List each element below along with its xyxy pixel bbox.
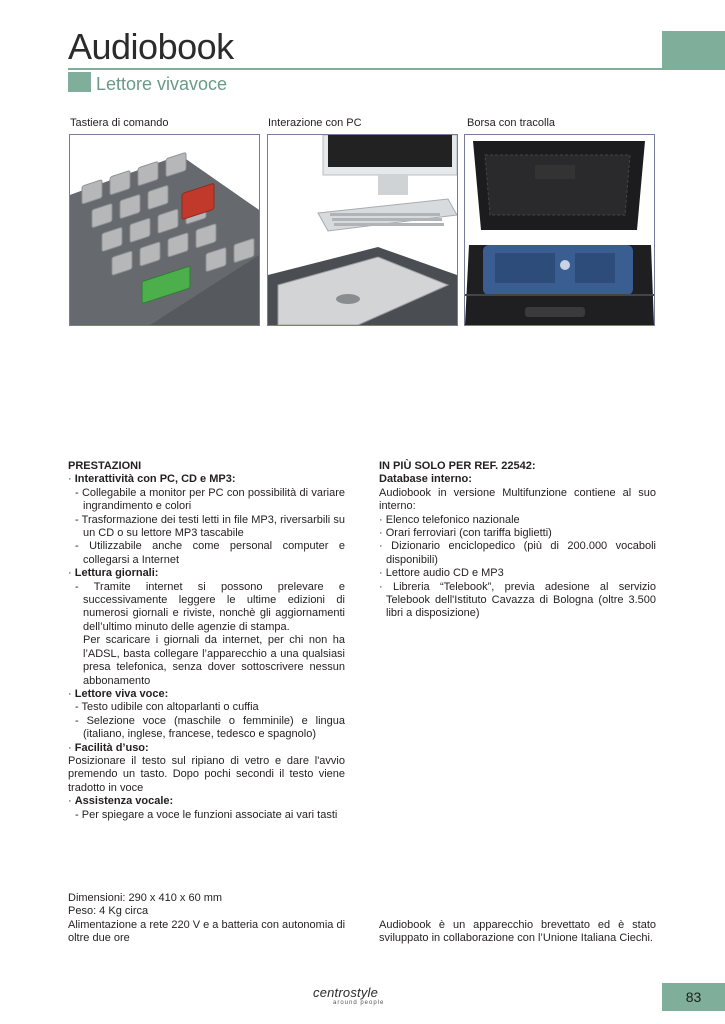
- page-number: 83: [662, 983, 725, 1011]
- list-item: - Selezione voce (maschile o femminile) e lingua (italiano, inglese, francese, tedesco e spagnolo): [75, 714, 345, 741]
- corner-accent-block: [662, 31, 725, 70]
- feature-section-title: Assistenza vocale:: [74, 795, 174, 808]
- list-item-extra: Per scaricare i giornali da internet, per chi non ha l’ADSL, basta collegare l’apparecchio a una qualsiasi presa telefonica, senza dover sottoscrivere nessun abbonamento: [83, 634, 345, 687]
- spec-weight: Peso: 4 Kg circa: [68, 905, 149, 918]
- feature-section-title: Facilità d’uso:: [74, 741, 149, 754]
- extras-subheading: Database interno:: [379, 473, 472, 486]
- features-column: [68, 460, 345, 822]
- feature-section: · Lettura giornali:: [68, 567, 159, 580]
- photo-caption-bag: Borsa con tracolla: [467, 117, 556, 129]
- subtitle-marker: [68, 72, 91, 92]
- feature-section: · Lettore viva voce:: [68, 687, 169, 700]
- extras-intro: Audiobook in versione Multifunzione contiene al suo interno:: [379, 486, 656, 513]
- patent-note: Audiobook è un apparecchio brevettato ed è stato sviluppato in collaborazione con l’Unione Italiana Ciechi.: [379, 919, 656, 945]
- features-heading: PRESTAZIONI: [68, 460, 142, 472]
- list-item: - Trasformazione dei testi letti in file MP3, riversarbili su un CD o su lettore MP3 tascabile: [75, 513, 345, 540]
- feature-section: · Facilità d’uso:: [68, 741, 149, 754]
- list-item: · Orari ferroviari (con tariffa biglietti): [379, 527, 552, 540]
- page-subtitle: Lettore vivavoce: [96, 74, 228, 94]
- feature-section: · Interattività con PC, CD e MP3:: [68, 473, 236, 486]
- specs-block: [68, 892, 346, 946]
- bag-photo: [464, 134, 655, 326]
- list-item: · Elenco telefonico nazionale: [379, 513, 520, 526]
- list-item: · Libreria “Telebook”, previa adesione al servizio Telebook dell'Istituto Cavazza di Bologna (oltre 3.500 libri a disposizione): [379, 580, 656, 620]
- extras-heading: IN PIÙ SOLO PER REF. 22542:: [379, 460, 536, 472]
- list-item: - Tramite internet si possono prelevare e successivamente leggere le ultime edizioni di numerosi giornali e riviste, nonchè gli aggiornamenti dell’ultimo minuto delle agenzie di stampa.: [75, 580, 345, 633]
- page-title: Audiobook: [68, 26, 234, 67]
- spec-dimensions: Dimensioni: 290 x 410 x 60 mm: [68, 892, 223, 904]
- feature-section-title: Interattività con PC, CD e MP3:: [74, 473, 236, 486]
- brand-logo: [313, 985, 413, 1009]
- logo-text: centrostyle: [313, 985, 379, 1000]
- photo-caption-keypad: Tastiera di comando: [70, 117, 169, 129]
- spec-power: Alimentazione a rete 220 V e a batteria con autonomia di oltre due ore: [68, 918, 346, 945]
- pc-interaction-photo: [267, 134, 458, 326]
- extras-column: [379, 460, 656, 621]
- list-item: · Dizionario enciclopedico (più di 200.000 vocaboli disponibili): [379, 540, 656, 566]
- list-item: - Per spiegare a voce le funzioni associate ai vari tasti: [75, 808, 338, 821]
- feature-section-title: Lettore viva voce:: [74, 687, 169, 700]
- list-item: - Collegabile a monitor per PC con possibilità di variare ingrandimento e colori: [75, 486, 345, 513]
- list-item: · Lettore audio CD e MP3: [379, 567, 504, 580]
- feature-paragraph: Posizionare il testo sul ripiano di vetro e dare l'avvio premendo un tasto. Dopo pochi secondi il testo viene tradotto in voce: [68, 754, 345, 794]
- title-rule: [68, 68, 662, 70]
- photo-caption-pc: Interazione con PC: [268, 117, 362, 129]
- list-item: - Testo udibile con altoparlanti o cuffia: [75, 701, 259, 714]
- logo-tagline: around people: [333, 1000, 385, 1006]
- list-item: - Utilizzabile anche come personal computer e collegarsi a Internet: [75, 540, 345, 566]
- feature-section-title: Lettura giornali:: [74, 567, 159, 580]
- keypad-photo: [69, 134, 260, 326]
- feature-section: · Assistenza vocale:: [68, 795, 174, 808]
